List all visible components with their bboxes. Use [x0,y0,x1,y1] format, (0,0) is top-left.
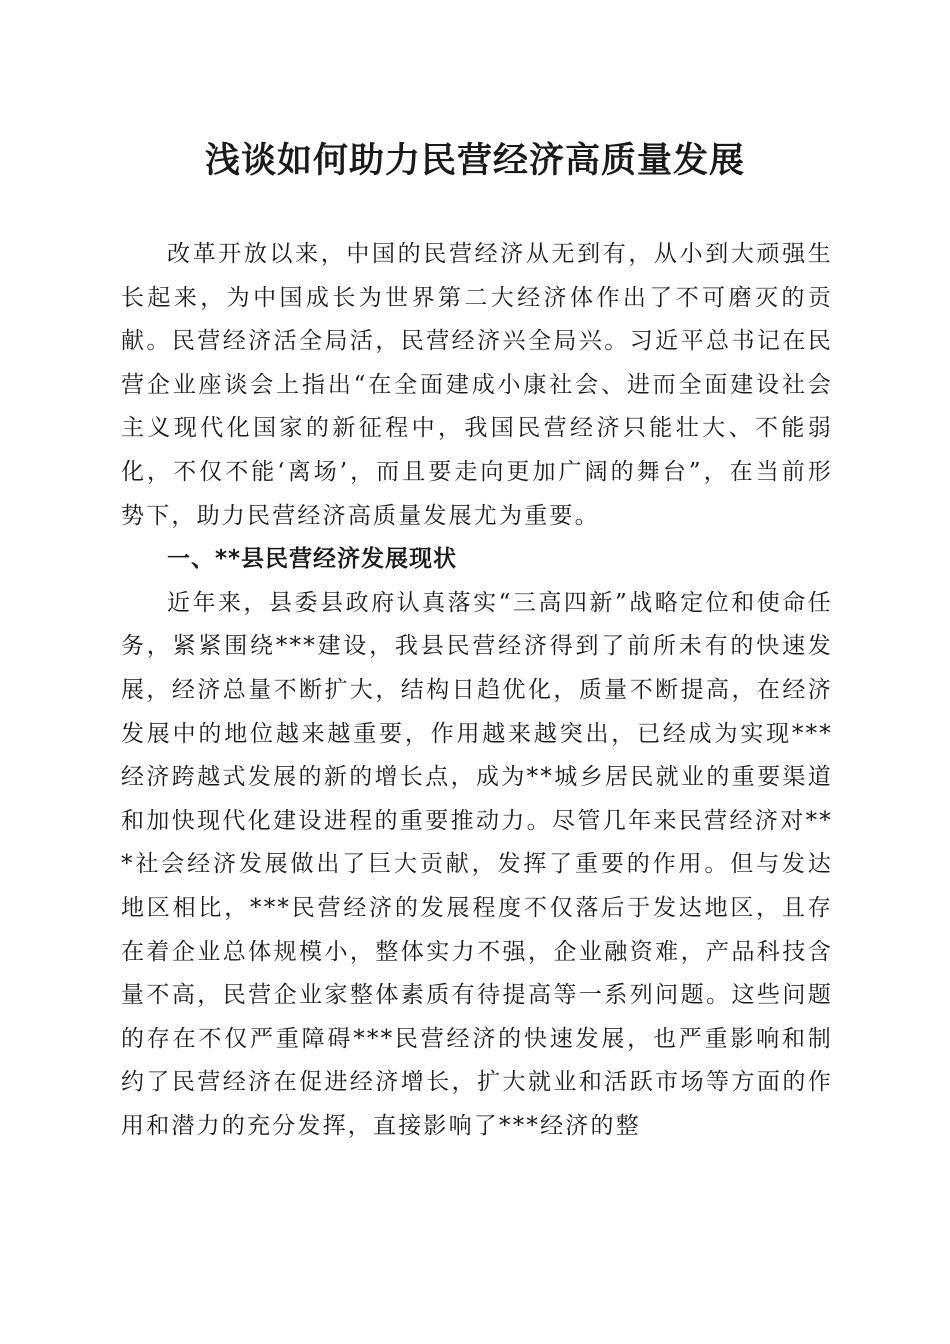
section-paragraph: 近年来，县委县政府认真落实“三高四新”战略定位和使命任务，紧紧围绕***建设，我县民营经济得到了前所未有的快速发展，经济总量不断扩大，结构日趋优化，质量不断提高，在经济发展中的地位越来越重要，作用越来越突出，已经成为实现***经济跨越式发展的新的增长点，成为**城乡居民就业的重要渠道和加快现代化建设进程的重要推动力。尽管几年来民营经济对***社会经济发展做出了巨大贡献，发挥了重要的作用。但与发达地区相比，***民营经济的发展程度不仅落后于发达地区，且存在着企业总体规模小，整体实力不强，企业融资难，产品科技含量不高，民营企业家整体素质有待提高等一系列问题。这些问题的存在不仅严重障碍***民营经济的快速发展，也严重影响和制约了民营经济在促进经济增长，扩大就业和活跃市场等方面的作用和潜力的充分发挥，直接影响了***经济的整 [121,589,833,1139]
section-heading: 一、**县民营经济发展现状 [167,546,458,573]
document-body [121,233,833,1148]
intro-paragraph: 改革开放以来，中国的民营经济从无到有，从小到大顽强生长起来，为中国成长为世界第二大经济体作出了不可磨灭的贡献。民营经济活全局活，民营经济兴全局兴。习近平总书记在民营企业座谈会上指出“在全面建成小康社会、进而全面建设社会主义现代化国家的新征程中，我国民营经济只能壮大、不能弱化，不仅不能‘离场’，而且要走向更加广阔的舞台”，在当前形势下，助力民营经济高质量发展尤为重要。 [121,241,833,529]
document-title: 浅谈如何助力民营经济高质量发展 [204,140,745,181]
